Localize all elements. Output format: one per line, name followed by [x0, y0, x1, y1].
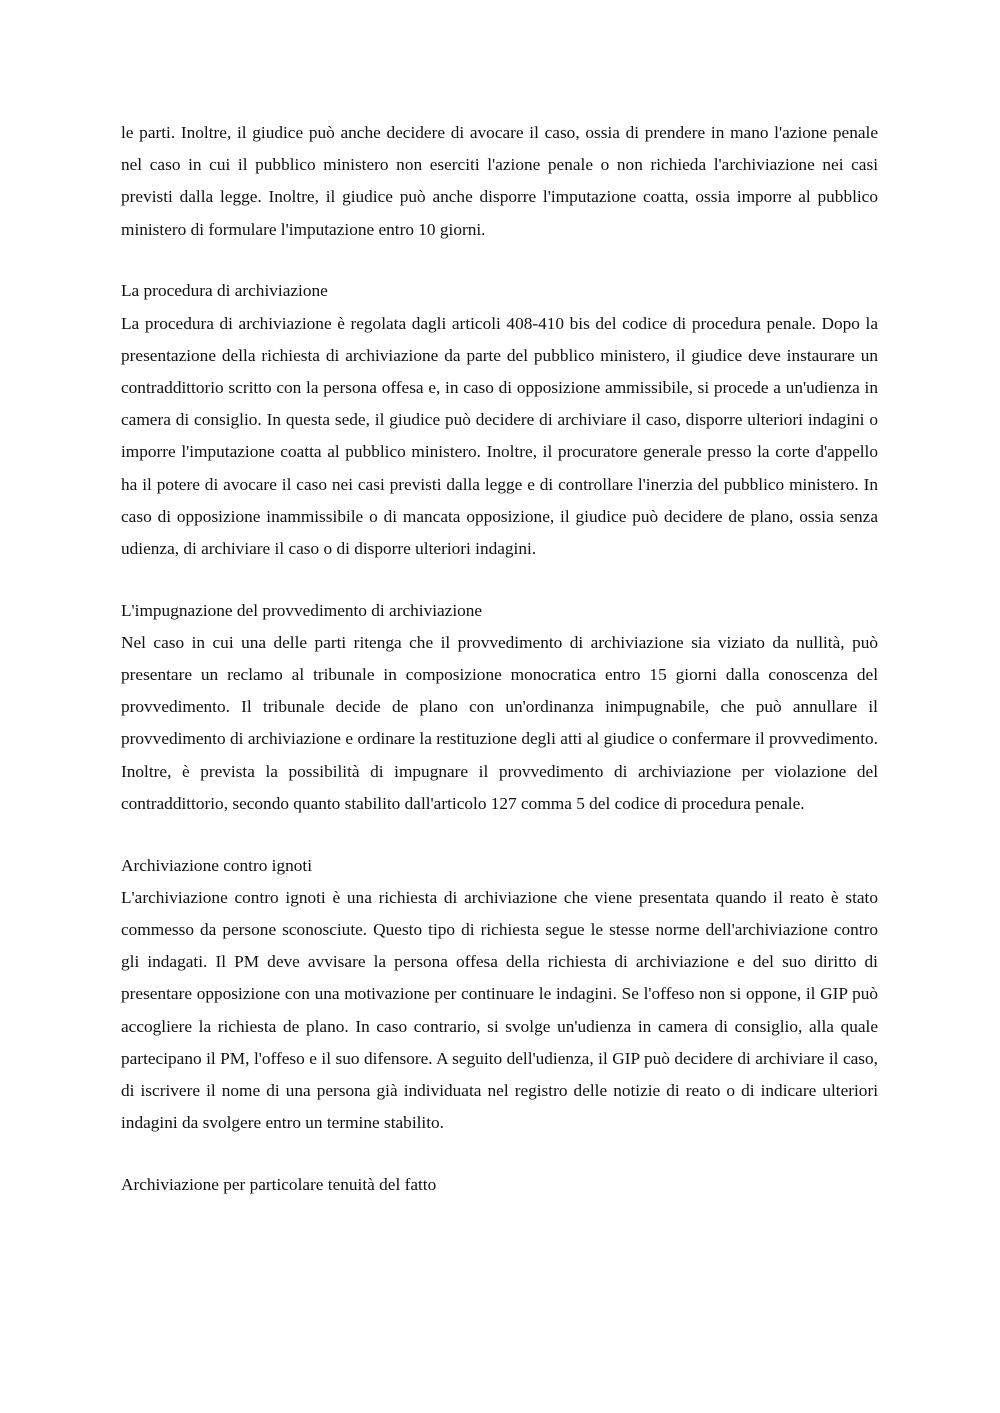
document-page: [121, 117, 878, 1201]
section-body-procedura: La procedura di archiviazione è regolata dagli articoli 408-410 bis del codice di procedura penale. Dopo la presentazione della richiesta di archiviazione da parte del pubblico ministero, il giudice deve instaurare un contraddittorio scritto con la persona offesa e, in caso di opposizione ammissibile, si procede a un'udienza in camera di consiglio. In questa sede, il giudice può decidere di archiviare il caso, disporre ulteriori indagini o imporre l'imputazione coatta al pubblico ministero. Inoltre, il procuratore generale presso la corte d'appello ha il potere di avocare il caso nei casi previsti dalla legge e di controllare l'inerzia del pubblico ministero. In caso di opposizione inammissibile o di mancata opposizione, il giudice può decidere de plano, ossia senza udienza, di archiviare il caso o di disporre ulteriori indagini.: [121, 313, 878, 558]
section-spacer: [121, 820, 878, 850]
section-spacer: [121, 565, 878, 595]
section-heading-ignoti: Archiviazione contro ignoti: [121, 855, 312, 875]
section-body-ignoti: L'archiviazione contro ignoti è una richiesta di archiviazione che viene presentata quando il reato è stato commesso da persone sconosciute. Questo tipo di richiesta segue le stesse norme dell'archiviazione contro gli indagati. Il PM deve avvisare la persona offesa della richiesta di archiviazione e del suo diritto di presentare opposizione con una motivazione per continuare le indagini. Se l'offeso non si oppone, il GIP può accogliere la richiesta de plano. In caso contrario, si svolge un'udienza in camera di consiglio, alla quale partecipano il PM, l'offeso e il suo difensore. A seguito dell'udienza, il GIP può decidere di archiviare il caso, di iscrivere il nome di una persona già individuata nel registro delle notizie di reato o di indicare ulteriori indagini da svolgere entro un termine stabilito.: [121, 887, 878, 1133]
section-heading-procedura: La procedura di archiviazione: [121, 281, 328, 301]
section-body-impugnazione: Nel caso in cui una delle parti ritenga che il provvedimento di archiviazione sia viziato da nullità, può presentare un reclamo al tribunale in composizione monocratica entro 15 giorni dalla conoscenza del provvedimento. Il tribunale decide de plano con un'ordinanza inimpugnabile, che può annullare il provvedimento di archiviazione e ordinare la restituzione degli atti al giudice o confermare il provvedimento. Inoltre, è prevista la possibilità di impugnare il provvedimento di archiviazione per violazione del contraddittorio, secondo quanto stabilito dall'articolo 127 comma 5 del codice di procedura penale.: [121, 632, 878, 813]
section-heading-tenuita: Archiviazione per particolare tenuità del fatto: [121, 1174, 437, 1194]
section-heading-impugnazione: L'impugnazione del provvedimento di archiviazione: [121, 600, 483, 620]
section-spacer: [121, 246, 878, 276]
intro-paragraph: le parti. Inoltre, il giudice può anche decidere di avocare il caso, ossia di prendere in mano l'azione penale nel caso in cui il pubblico ministero non eserciti l'azione penale o non richieda l'archiviazione nei casi previsti dalla legge. Inoltre, il giudice può anche disporre l'imputazione coatta, ossia imporre al pubblico ministero di formulare l'imputazione entro 10 giorni.: [121, 123, 878, 239]
section-spacer: [121, 1139, 878, 1169]
